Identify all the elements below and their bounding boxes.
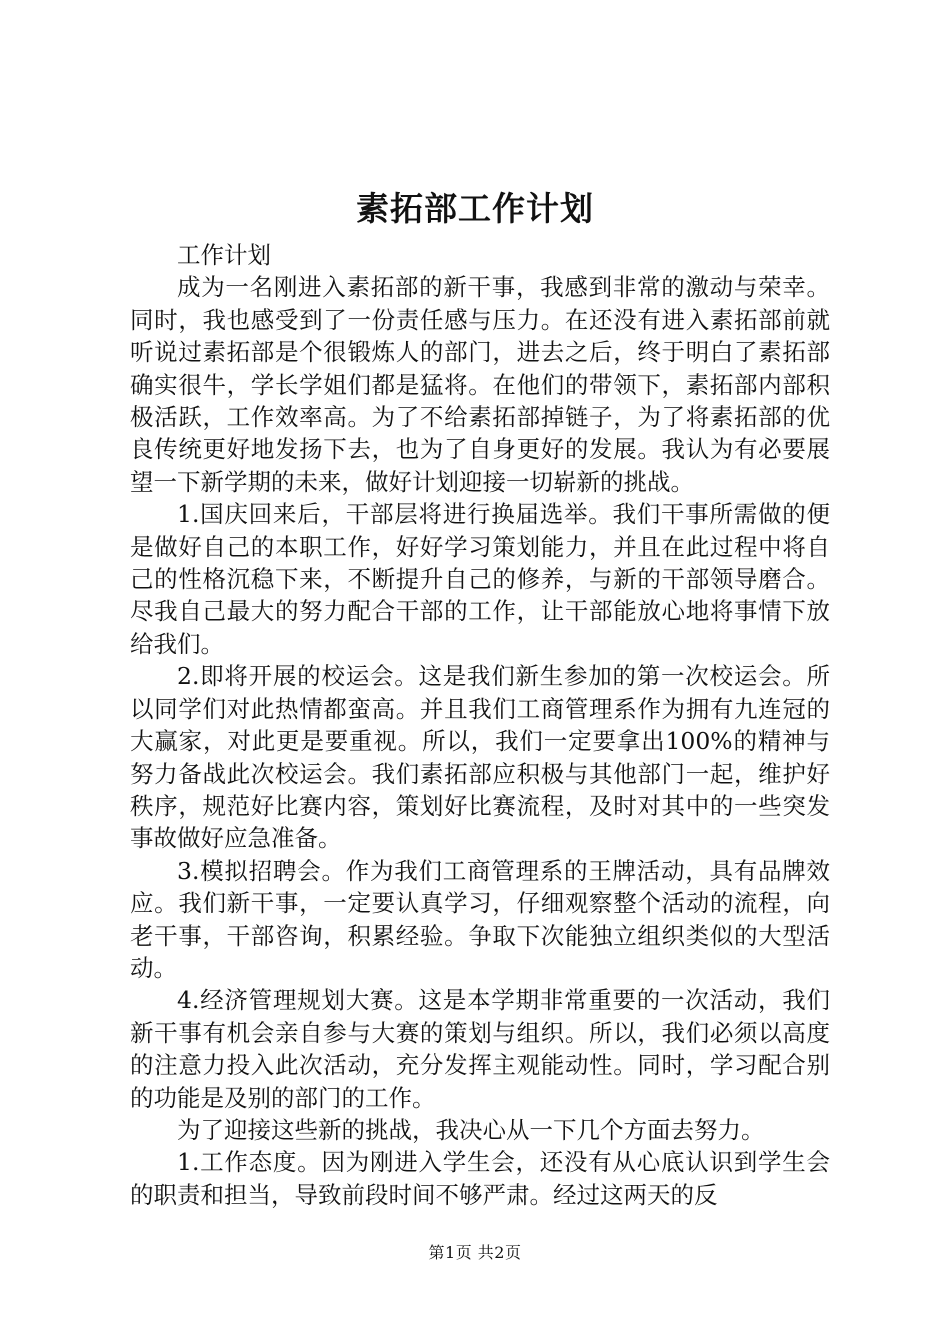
- paragraph-item-4: 4.经济管理规划大赛。这是本学期非常重要的一次活动，我们新干事有机会亲自参与大赛的策划与组织。所以，我们必须以高度的注意力投入此次活动，充分发挥主观能动性。同时，学习配合别的功能是及别的部门的工作。: [130, 986, 830, 1112]
- paragraph-item-3: 3.模拟招聘会。作为我们工商管理系的王牌活动，具有品牌效应。我们新干事，一定要认真学习，仔细观察整个活动的流程，向老干事，干部咨询，积累经验。争取下次能独立组织类似的大型活动。: [130, 856, 830, 982]
- paragraph-effort-1: 1.工作态度。因为刚进入学生会，还没有从心底认识到学生会的职责和担当，导致前段时间不够严肃。经过这两天的反: [130, 1148, 830, 1209]
- paragraph-transition: 为了迎接这些新的挑战，我决心从一下几个方面去努力。: [177, 1115, 765, 1144]
- paragraph-intro: 成为一名刚进入素拓部的新干事，我感到非常的激动与荣幸。同时，我也感受到了一份责任感与压力。在还没有进入素拓部前就听说过素拓部是个很锻炼人的部门，进去之后，终于明白了素拓部确实很牛，学长学姐们都是猛将。在他们的带领下，素拓部内部积极活跃，工作效率高。为了不给素拓部掉链子，为了将素拓部的优良传统更好地发扬下去，也为了自身更好的发展。我认为有必要展望一下新学期的未来，做好计划迎接一切崭新的挑战。: [130, 273, 830, 496]
- paragraph-item-2: 2.即将开展的校运会。这是我们新生参加的第一次校运会。所以同学们对此热情都蛮高。并且我们工商管理系作为拥有九连冠的大赢家，对此更是要重视。所以，我们一定要拿出100%的精神与努力备战此次校运会。我们素拓部应积极与其他部门一起，维护好秩序，规范好比赛内容，策划好比赛流程，及时对其中的一些突发事故做好应急准备。: [130, 662, 830, 853]
- page-footer: 第1页 共2页: [428, 1243, 522, 1262]
- paragraph-heading: 工作计划: [177, 241, 271, 269]
- document-title: 素拓部工作计划: [356, 189, 594, 228]
- document-body: [130, 239, 830, 1211]
- paragraph-item-1: 1.国庆回来后，干部层将进行换届选举。我们干事所需做的便是做好自己的本职工作，好好学习策划能力，并且在此过程中将自己的性格沉稳下来，不断提升自己的修养，与新的干部领导磨合。尽我自己最大的努力配合干部的工作，让干部能放心地将事情下放给我们。: [130, 500, 830, 658]
